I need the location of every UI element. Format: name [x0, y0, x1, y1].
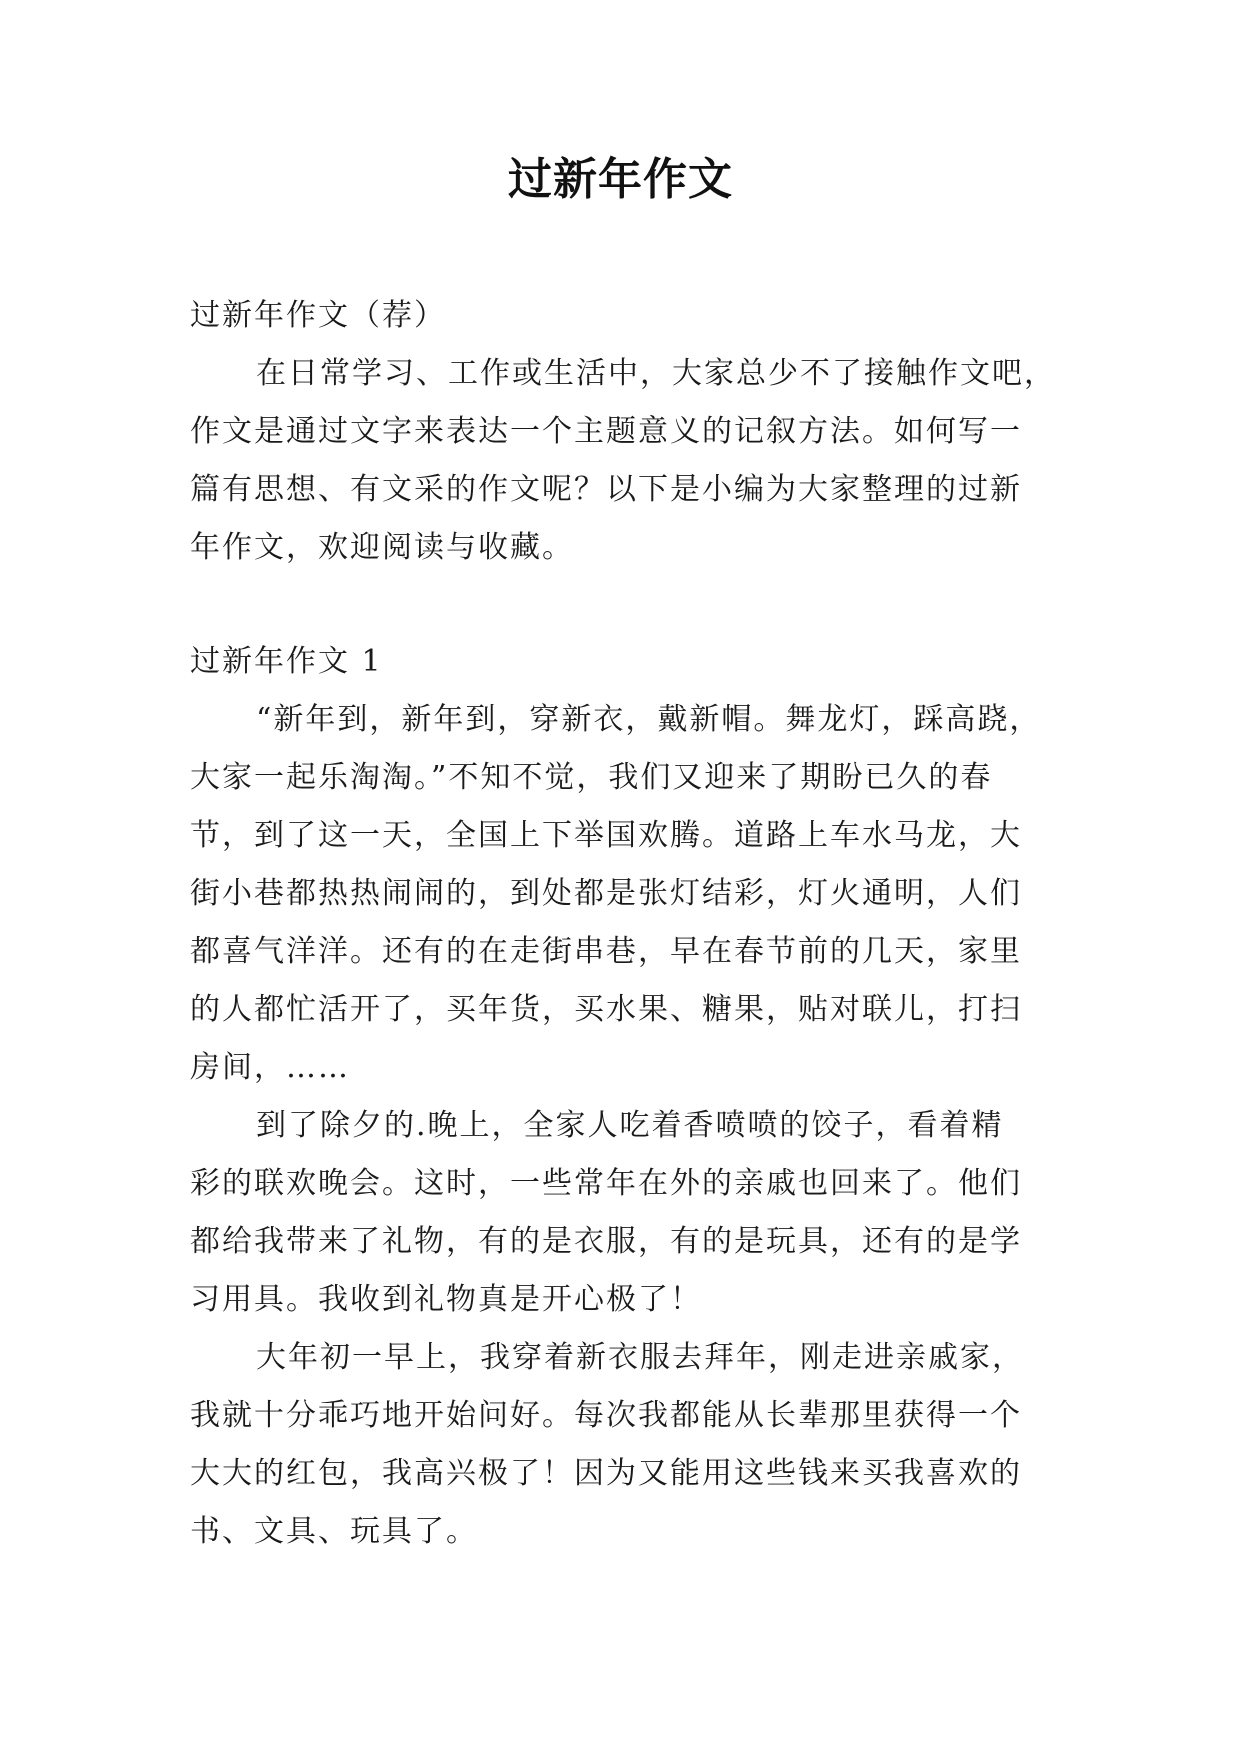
document-title: 过新年作文 — [508, 154, 733, 205]
essay1-paragraph1-line: 房间，…… — [190, 1050, 350, 1085]
essay1-paragraph1-line: 节，到了这一天，全国上下举国欢腾。道路上车水马龙，大 — [190, 818, 1022, 853]
intro-heading: 过新年作文（荐） — [190, 298, 446, 333]
intro-line: 作文是通过文字来表达一个主题意义的记叙方法。如何写一 — [190, 414, 1022, 449]
section-spacer — [190, 577, 1052, 633]
essay1-paragraph1-line: “新年到，新年到，穿新衣，戴新帽。舞龙灯，踩高跷， — [256, 702, 1042, 737]
essay1-paragraph1-line: 的人都忙活开了，买年货，买水果、糖果，贴对联儿，打扫 — [190, 992, 1022, 1027]
essay1-paragraph2-line: 习用具。我收到礼物真是开心极了！ — [190, 1282, 702, 1317]
document-body — [190, 287, 1056, 1561]
essay1-heading: 过新年作文 1 — [190, 644, 383, 679]
intro-line: 篇有思想、有文采的作文呢？以下是小编为大家整理的过新 — [190, 472, 1022, 507]
essay1-paragraph2-line: 彩的联欢晚会。这时，一些常年在外的亲戚也回来了。他们 — [190, 1166, 1022, 1201]
intro-line: 年作文，欢迎阅读与收藏。 — [190, 530, 574, 565]
essay1-paragraph3-line: 大大的红包，我高兴极了！因为又能用这些钱来买我喜欢的 — [190, 1456, 1022, 1491]
essay1-paragraph2-line: 都给我带来了礼物，有的是衣服，有的是玩具，还有的是学 — [190, 1224, 1022, 1259]
essay1-paragraph1-line: 都喜气洋洋。还有的在走街串巷，早在春节前的几天，家里 — [190, 934, 1022, 969]
intro-line: 在日常学习、工作或生活中，大家总少不了接触作文吧， — [256, 356, 1056, 391]
essay1-paragraph3-line: 书、文具、玩具了。 — [190, 1514, 478, 1549]
essay1-paragraph1-line: 街小巷都热热闹闹的，到处都是张灯结彩，灯火通明，人们 — [190, 876, 1022, 911]
essay1-paragraph2-line: 到了除夕的.晚上，全家人吃着香喷喷的饺子，看着精 — [256, 1108, 1004, 1143]
essay1-paragraph1-line: 大家一起乐淘淘。”不知不觉，我们又迎来了期盼已久的春 — [190, 760, 993, 795]
essay1-paragraph3-line: 大年初一早上，我穿着新衣服去拜年，刚走进亲戚家， — [256, 1340, 1024, 1375]
essay1-paragraph3-line: 我就十分乖巧地开始问好。每次我都能从长辈那里获得一个 — [190, 1398, 1022, 1433]
